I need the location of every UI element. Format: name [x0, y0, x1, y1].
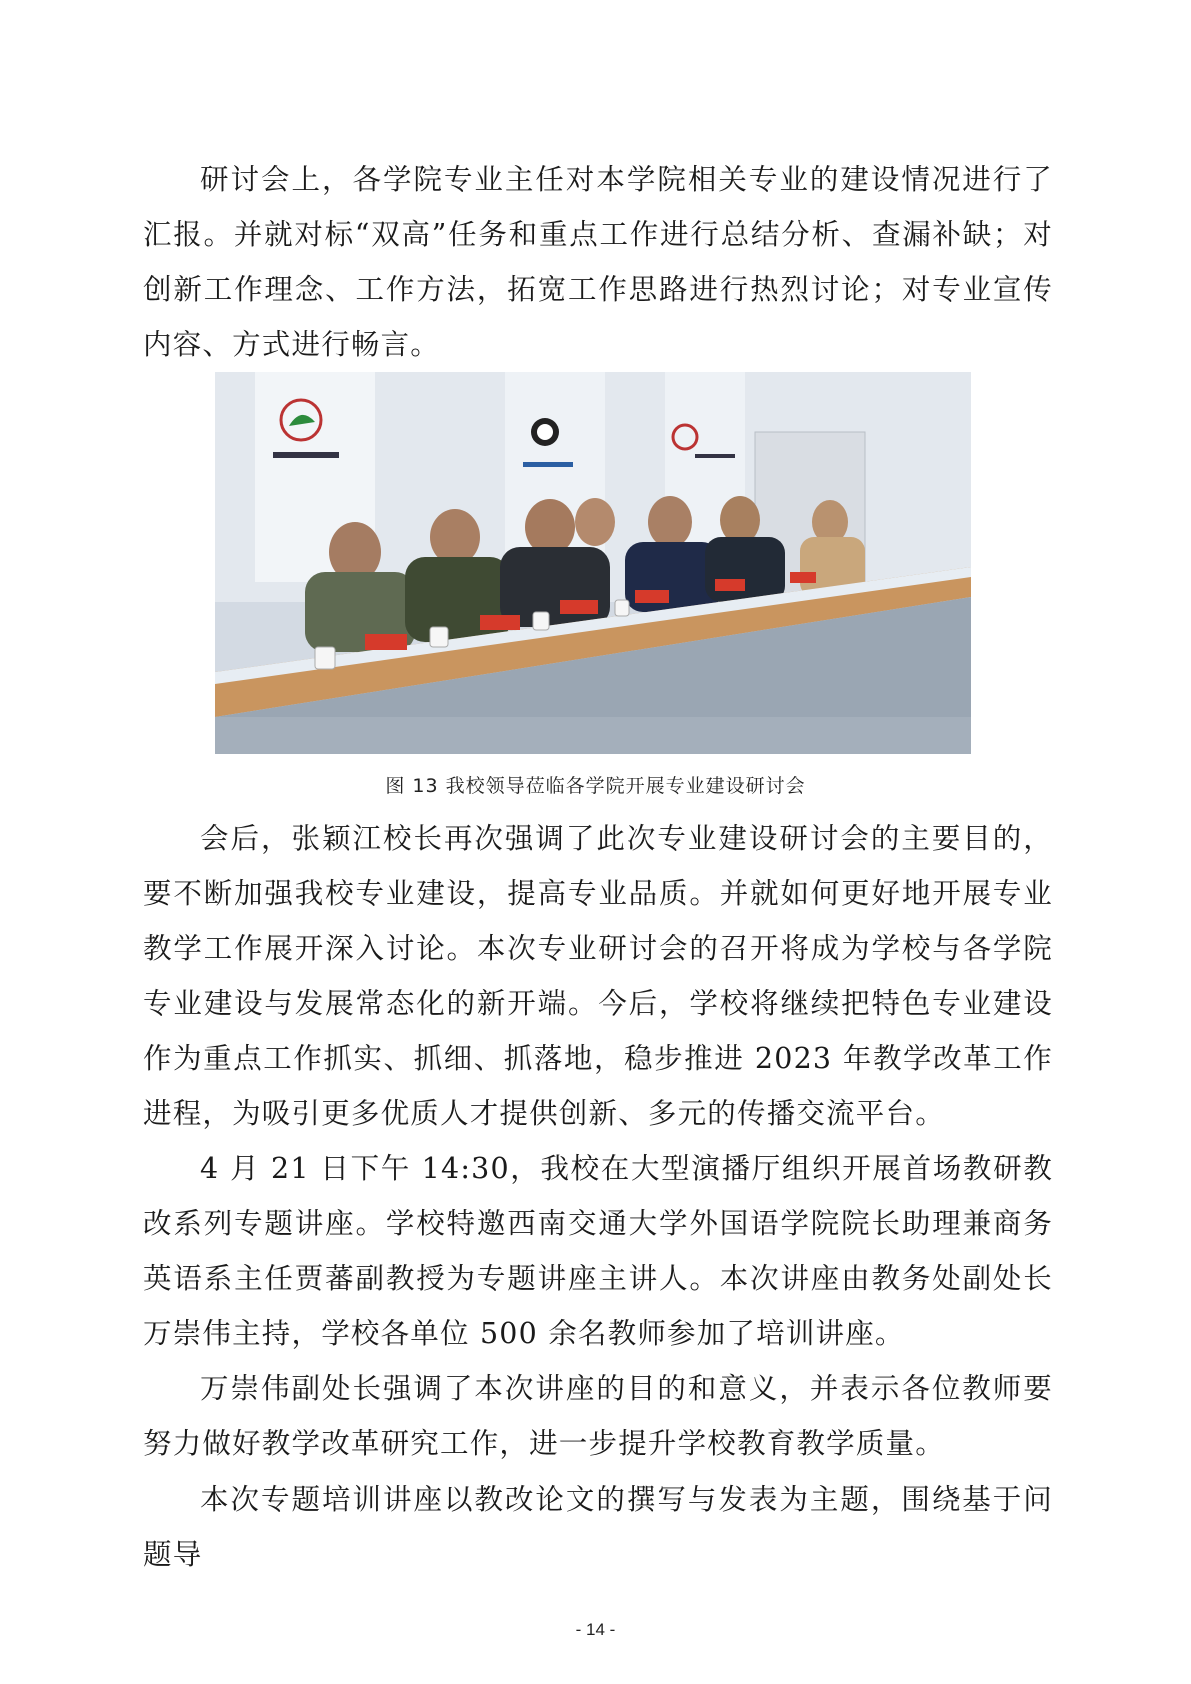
meeting-photo: [215, 372, 971, 754]
paragraph-deputy-director-remarks: 万崇伟副处长强调了本次讲座的目的和意义，并表示各位教师要努力做好教学改革研究工作，进一步提升学校教育教学质量。: [143, 1372, 1053, 1460]
paragraph-symposium-reports: 研讨会上，各学院专业主任对本学院相关专业的建设情况进行了汇报。并就对标“双高”任务和重点工作进行总结分析、查漏补缺；对创新工作理念、工作方法，拓宽工作思路进行热烈讨论；对专业宣传内容、方式进行畅言。: [143, 163, 1053, 361]
paragraph-president-remarks: 会后，张颖江校长再次强调了此次专业建设研讨会的主要目的，要不断加强我校专业建设，提高专业品质。并就如何更好地开展专业教学工作展开深入讨论。本次专业研讨会的召开将成为学校与各学院专业建设与发展常态化的新开端。今后，学校将继续把特色专业建设作为重点工作抓实、抓细、抓落地，稳步推进 2023 年教学改革工作进程，为吸引更多优质人才提供创新、多元的传播交流平台。: [143, 822, 1053, 1130]
paragraph-lecture-announcement: 4 月 21 日下午 14:30，我校在大型演播厅组织开展首场教研教改系列专题讲座。学校特邀西南交通大学外国语学院院长助理兼商务英语系主任贾蕃副教授为专题讲座主讲人。本次讲座由教务处副处长万崇伟主持，学校各单位 500 余名教师参加了培训讲座。: [143, 1152, 1053, 1350]
figure-caption: 图 13 我校领导莅临各学院开展专业建设研讨会: [385, 775, 806, 797]
page-number: - 14 -: [575, 1620, 616, 1639]
paragraph-lecture-topic: 本次专题培训讲座以教改论文的撰写与发表为主题，围绕基于问题导: [143, 1483, 1053, 1571]
